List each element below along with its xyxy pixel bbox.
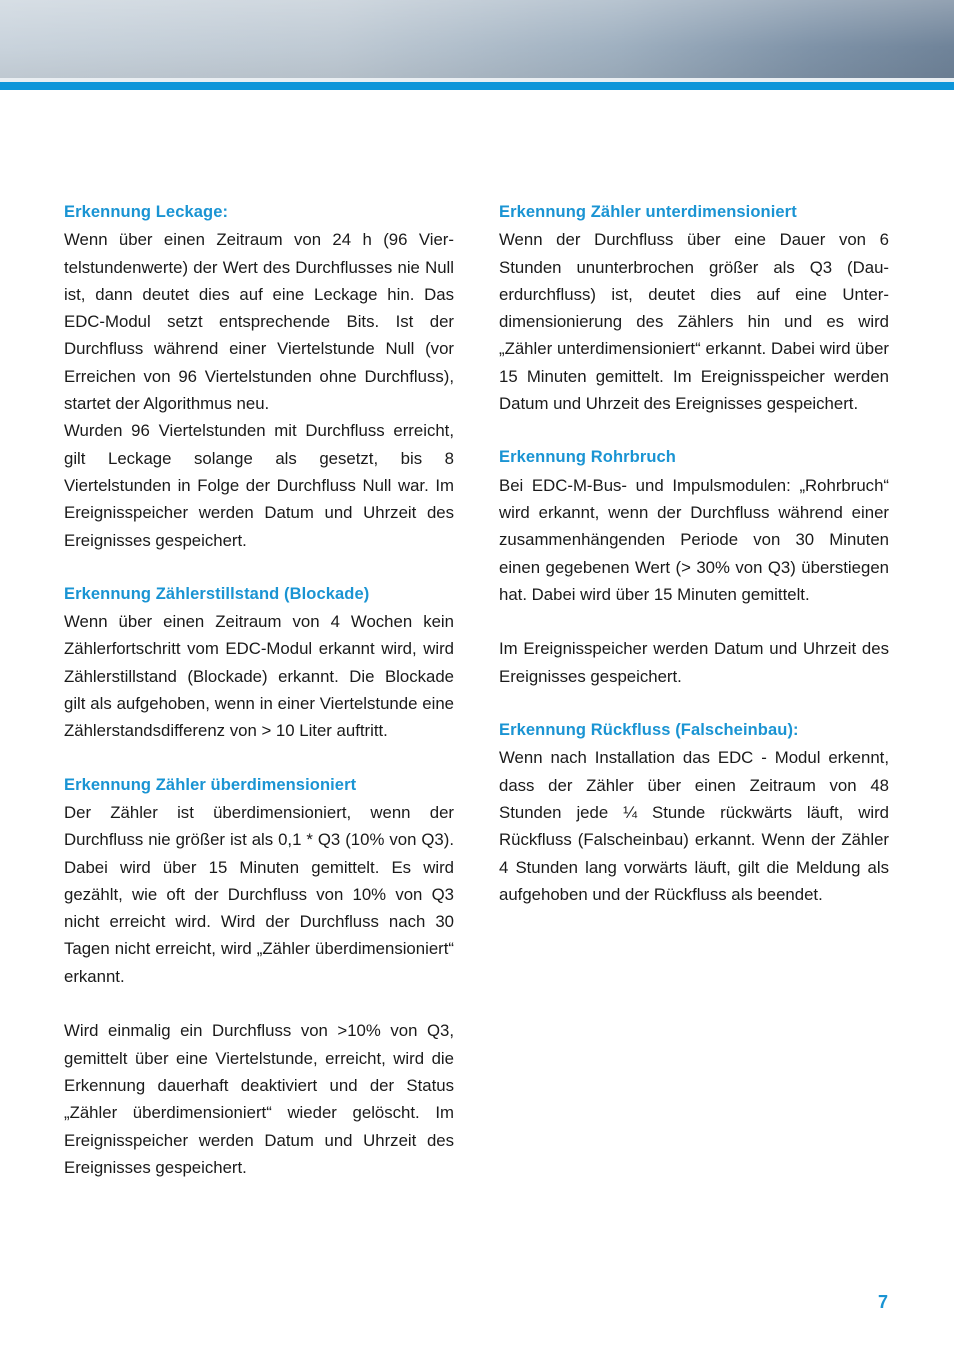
section-heading: Erkennung Zähler überdimensioniert: [64, 775, 357, 794]
right-column: [499, 199, 889, 935]
section-unterdimensioniert: [499, 199, 889, 417]
section-heading: Erkennung Zähler unterdimensioniert: [499, 203, 797, 221]
paragraph: Der Zähler ist überdimensioniert, wenn der Durchfluss nie größer ist als 0,1 * Q3 (10% von Q3). Dabei wird über 15 Minuten gemittelt. Es wird gezählt, wie oft der Durchfluss von 10% von Q3 nicht erreicht wird. Wird der Durchfluss nach 30 Tagen nicht erreicht, wird „Zähler überdimensioniert“ erkannt.: [64, 802, 454, 986]
paragraph: Wird einmalig ein Durchfluss von >10% von Q3, gemittelt über eine Viertelstunde, erreicht, wird die Erkennung dauerhaft deaktiviert und der Status „Zähler überdimensioniert“ wieder gelöscht. Im Ereignisspeicher werden Datum und Uhrzeit des Ereignisses gespeichert.: [64, 1021, 454, 1177]
page-number: 7: [877, 1292, 888, 1312]
left-column: [64, 199, 454, 1208]
paragraph: Bei EDC-M-Bus- und Impulsmodulen: „Rohrbruch“ wird erkannt, wenn der Durchfluss während einer zusammenhängenden Periode von 30 Minuten einen gegebenen Wert (> 30% von Q3) überstiegen hat. Dabei wird über 15 Minuten gemittelt.: [499, 475, 889, 604]
section-heading: Erkennung Leckage:: [64, 203, 229, 221]
section-heading: Erkennung Rückfluss (Falscheinbau):: [499, 721, 799, 740]
paragraph: Wenn über einen Zeitraum von 4 Wochen kein Zählerfortschritt vom EDC-Modul erkannt wird, wird Zählerstillstand (Blockade) erkannt. Die Blockade gilt als aufgehoben, wenn in einer Viertelstunde eine Zählerstandsdifferenz von > 10 Liter auftritt.: [64, 612, 454, 741]
section-heading: Erkennung Zählerstillstand (Blockade): [64, 584, 370, 603]
section-leckage: [64, 199, 454, 554]
paragraph: Im Ereignisspeicher werden Datum und Uhrzeit des Ereignisses gespeichert.: [499, 639, 889, 686]
section-heading: Erkennung Rohrbruch: [499, 448, 676, 467]
section-blockade: [64, 581, 454, 745]
section-rohrbruch: [499, 444, 889, 690]
section-rueckfluss: [499, 717, 889, 908]
header-accent-stripe: [0, 82, 954, 90]
paragraph: Wenn über einen Zeitraum von 24 h (96 Viertelstundenwerte) der Wert des Durchflusses nie Null ist, dann deutet dies auf eine Leckage hin. Das EDC-Modul setzt entsprechende Bits. Ist der Durchfluss während einer Viertelstunde Null (vor Erreichen von 96 Viertelstunden ohne Durchfluss), startet der Algorithmus neu.: [64, 230, 454, 414]
paragraph: Wenn der Durchfluss über eine Dauer von 6 Stunden ununterbrochen größer als Q3 (Dauerdurchfluss) ist, deutet dies auf eine Unterdimensionierung des Zählers hin und es wird „Zähler unterdimensioniert“ erkannt. Dabei wird über 15 Minuten gemittelt. Im Ereignisspeicher werden Datum und Uhrzeit des Ereignisses gespeichert.: [499, 230, 889, 414]
paragraph: Wenn nach Installation das EDC - Modul erkennt, dass der Zähler über einen Zeitraum von 48 Stunden jede ¼ Stunde rückwärts läuft, wird Rückfluss (Falscheinbau) erkannt. Wenn der Zähler 4 Stunden lang vorwärts läuft, gilt die Meldung als aufgehoben und der Rückfluss als beendet.: [499, 748, 889, 904]
paragraph: Wurden 96 Viertelstunden mit Durchfluss erreicht, gilt Leckage solange als gesetzt, bis 8 Viertelstunden in Folge der Durchfluss Null war. Im Ereignisspeicher werden Datum und Uhrzeit des Ereignisses gespeichert.: [64, 421, 454, 550]
section-ueberdimensioniert: [64, 772, 454, 1181]
header-banner: [0, 0, 954, 78]
